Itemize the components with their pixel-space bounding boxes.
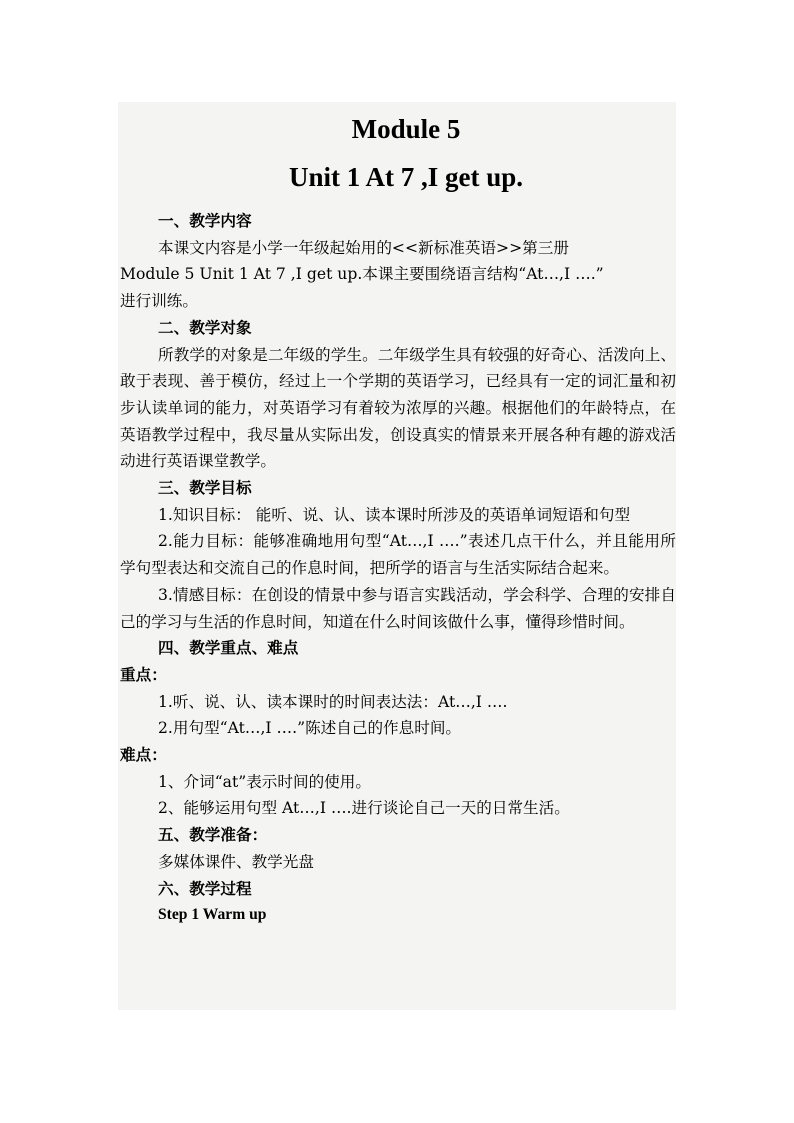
section-text-students: 所教学的对象是二年级的学生。二年级学生具有较强的好奇心、活泼向上、敢于表现、善于模仿，经过上一个学期的英语学习，已经具有一定的词汇量和初步认读单词的能力，对英语学习有着较为浓厚的兴趣。根据他们的年龄特点，在英语教学过程中，我尽量从实际出发，创设真实的情景来开展各种有趣的游戏活动进行英语课堂教学。: [120, 345, 676, 471]
module-title: Module 5: [351, 114, 461, 144]
section-heading-process: 六、教学过程: [158, 878, 252, 898]
key-point-2: 2.用句型“At…,I ….”陈述自己的作息时间。: [158, 719, 462, 738]
section-text-content-a: 本课文内容是小学一年级起始用的<<新标准英语>>第三册: [158, 238, 569, 257]
section-text-content-c: 进行训练。: [120, 292, 198, 311]
goal-knowledge: 1.知识目标： 能听、说、认、读本课时所涉及的英语单词短语和句型: [158, 505, 631, 524]
unit-title: Unit 1 At 7 ,I get up.: [288, 162, 524, 192]
difficult-point-2: 2、能够运用句型 At…,I ….进行谈论自己一天的日常生活。: [158, 799, 570, 818]
key-points-label: 重点：: [120, 664, 167, 684]
difficult-points-label: 难点：: [120, 745, 167, 765]
section-heading-students: 二、教学对象: [158, 317, 252, 337]
section-text-preparation: 多媒体课件、教学光盘: [158, 852, 314, 871]
goal-emotion: 3.情感目标：在创设的情景中参与语言实践活动，学会科学、合理的安排自己的学习与生活的作息时间，知道在什么时间该做什么事，懂得珍惜时间。: [120, 585, 676, 631]
document-content: [120, 108, 676, 929]
section-text-content-b: Module 5 Unit 1 At 7 ,I get up.本课主要围绕语言结构“At…,I ….”: [120, 265, 604, 284]
difficult-point-1: 1、介词“at”表示时间的使用。: [158, 772, 371, 791]
goal-ability: 2.能力目标：能够准确地用句型“At…,I ….”表述几点干什么，并且能用所学句型表达和交流自己的作息时间，把所学的语言与生活实际结合起来。: [120, 532, 676, 578]
step-1-heading: Step 1 Warm up: [158, 906, 267, 924]
section-heading-key-points: 四、教学重点、难点: [158, 638, 299, 658]
section-heading-preparation: 五、教学准备：: [158, 825, 268, 845]
key-point-1: 1.听、说、认、读本课时的时间表达法：At…,I ….: [158, 692, 508, 711]
section-heading-content: 一、教学内容: [158, 211, 252, 230]
section-heading-goals: 三、教学目标: [158, 478, 252, 498]
lesson-plan-body: [120, 208, 676, 929]
